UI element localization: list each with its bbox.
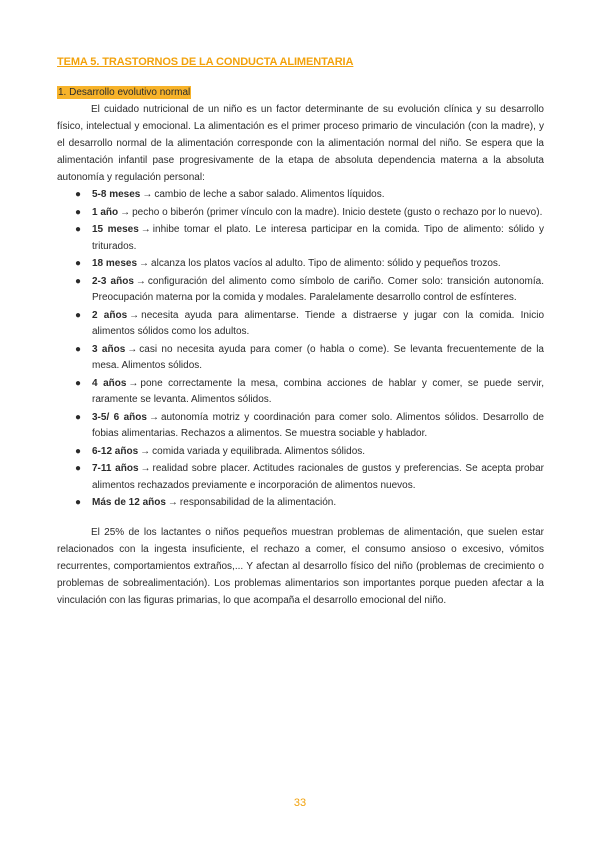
list-item	[57, 187, 544, 204]
page-title: TEMA 5. TRASTORNOS DE LA CONDUCTA ALIMENTARIA	[57, 56, 354, 68]
bullet-icon: ●	[75, 309, 82, 321]
bullet-icon: ●	[75, 275, 82, 287]
stage-age: 2-3 años	[92, 275, 134, 287]
stage-text: cambio de leche a sabor salado. Alimentos líquidos.	[154, 189, 385, 200]
list-item	[57, 461, 544, 494]
list-item	[57, 495, 544, 512]
stage-text: alcanza los platos vacíos al adulto. Tipo de alimento: sólido y pequeños trozos.	[151, 258, 501, 269]
arrow-icon: →	[140, 224, 151, 235]
stage-age: 15 meses	[92, 224, 139, 235]
stage-age: 5-8 meses	[92, 189, 141, 200]
stages-list	[57, 187, 544, 512]
stage-text: pone correctamente la mesa, combina acciones de hablar y comer, se puede servir, raramente se levanta. Alimentos sólidos.	[92, 377, 544, 405]
intro-paragraph: El cuidado nutricional de un niño es un factor determinante de su evolución clínica y su desarrollo físico, intelectual y emocional. La alimentación es el primer proceso primario de vinculación (con la madre), y el desarrollo normal de la alimentación corresponde con la alimentación normal del niño. Se espera que la alimentación infantil pase progresivamente de la etapa de absoluta dependencia materna a la absoluta autonomía y regulación personal:	[57, 104, 544, 183]
stage-text: inhibe tomar el plato. Le interesa participar en la comida. Tipo de alimento: sólido y triturados.	[92, 224, 544, 252]
bullet-icon: ●	[75, 258, 82, 269]
stage-age: 3-5/ 6 años	[92, 411, 147, 423]
section-heading: 1. Desarrollo evolutivo normal	[58, 87, 191, 98]
stage-text: responsabilidad de la alimentación.	[179, 497, 337, 508]
page-number: 33	[293, 797, 307, 809]
stage-text: casi no necesita ayuda para comer (o habla o come). Se levanta frecuentemente de la mesa. Alimentos sólidos.	[92, 343, 544, 371]
stage-text: autonomía motriz y coordinación para comer solo. Alimentos sólidos. Desarrollo de fobias alimentarias. Rechazos a alimentos. Se muestra sociable y hablador.	[92, 411, 544, 439]
bullet-icon: ●	[75, 377, 82, 389]
page-content	[57, 52, 544, 609]
list-item	[57, 410, 544, 443]
list-item	[57, 274, 544, 307]
list-item	[57, 256, 544, 273]
stage-text: necesita ayuda para alimentarse. Tiende a distraerse y jugar con la comida. Inicio alimentos sólidos como los adultos.	[92, 309, 545, 337]
arrow-icon: →	[127, 343, 138, 355]
bullet-icon: ●	[75, 463, 82, 474]
arrow-icon: →	[148, 411, 159, 423]
bullet-icon: ●	[75, 206, 82, 218]
arrow-icon: →	[140, 463, 151, 474]
stage-text: pecho o biberón (primer vínculo con la madre). Inicio destete (gusto o rechazo por lo nuevo).	[132, 206, 543, 218]
arrow-icon: →	[129, 309, 140, 321]
arrow-icon: →	[135, 275, 146, 287]
stage-text: realidad sobre placer. Actitudes racionales de gustos y preferencias. Se acepta probar alimentos rechazados previamente e incorporación de alimentos nuevos.	[92, 463, 544, 491]
stage-text: configuración del alimento como símbolo de cariño. Comer solo: transición autonomía. Preocupación materna por la comida y modales. Paralelamente desarrollo control de esfínteres.	[92, 275, 544, 303]
stage-text: comida variada y equilibrada. Alimentos sólidos.	[152, 445, 366, 457]
stage-age: Más de 12 años	[92, 497, 166, 508]
arrow-icon: →	[167, 497, 178, 508]
arrow-icon: →	[140, 445, 151, 457]
list-item	[57, 376, 544, 409]
stage-age: 18 meses	[92, 258, 138, 269]
stage-age: 7-11 años	[92, 463, 139, 474]
bullet-icon: ●	[75, 497, 82, 508]
stage-age: 1 año	[92, 206, 119, 218]
arrow-icon: →	[120, 206, 131, 218]
stage-age: 4 años	[92, 377, 127, 389]
stage-age: 6-12 años	[92, 445, 139, 457]
list-item	[57, 308, 544, 341]
list-item	[57, 205, 544, 222]
list-item	[57, 342, 544, 375]
arrow-icon: →	[128, 377, 139, 389]
arrow-icon: →	[139, 258, 150, 269]
bullet-icon: ●	[75, 189, 82, 200]
bullet-icon: ●	[75, 445, 82, 457]
list-item	[57, 222, 544, 255]
arrow-icon: →	[142, 189, 153, 200]
bullet-icon: ●	[75, 343, 82, 355]
bullet-icon: ●	[75, 411, 82, 423]
stage-age: 3 años	[92, 343, 126, 355]
list-item	[57, 444, 544, 461]
stage-age: 2 años	[92, 309, 128, 321]
bullet-icon: ●	[75, 224, 82, 235]
closing-paragraph: El 25% de los lactantes o niños pequeños muestran problemas de alimentación, que suelen estar relacionados con la ingesta insuficiente, el rechazo a comer, el consumo ansioso o excesivo, vómitos recurrentes, comportamientos extraños,... Y afectan al desarrollo físico del niño (problemas de crecimiento o problemas de sobrealimentación). Los problemas alimentarios son importantes porque pueden afectar a la vinculación con las figuras primarias, lo que acompaña el desarrollo emocional del niño.	[57, 526, 544, 606]
